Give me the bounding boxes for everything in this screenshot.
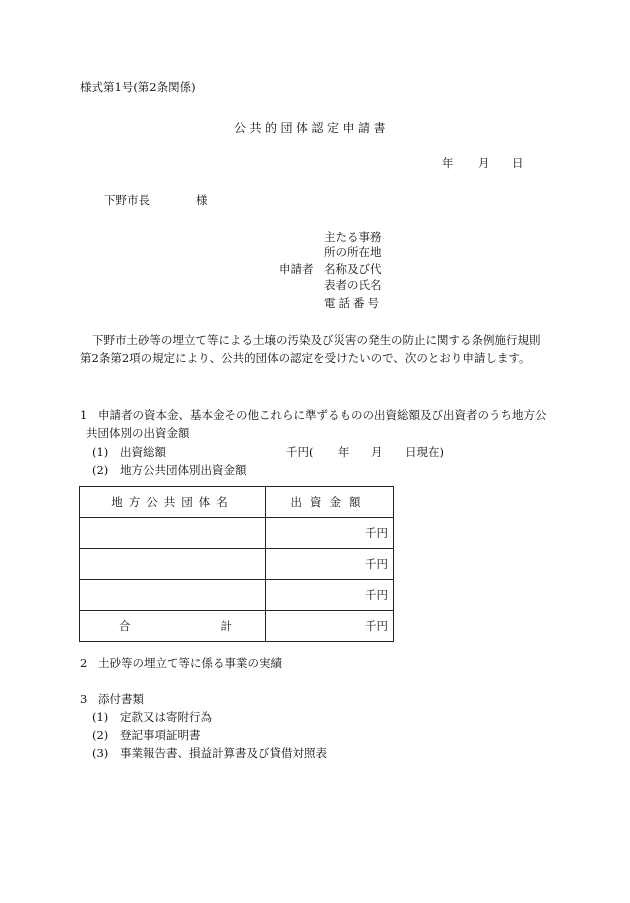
date-day: 日 [512,156,524,170]
section2-text: 土砂等の埋立て等に係る事業の実績 [98,656,282,670]
document-title: 公共的団体認定申請書 [234,121,390,135]
date-month: 月 [478,156,490,170]
government-name-cell[interactable] [80,518,266,549]
government-name-cell[interactable] [80,549,266,580]
investment-table [79,486,394,642]
item1-year: 年 [338,445,350,459]
attachment-number: (3) [92,746,109,760]
attachment-number: (2) [92,728,109,742]
header-government-name: 地方公共団体名 [80,487,266,518]
table-row [80,580,394,611]
section3-number: 3 [80,692,88,706]
table-header-row [80,487,394,518]
attachment-number: (1) [92,710,109,724]
applicant-name-line1: 名称及び代 [324,262,382,276]
attachment-text: 定款又は寄附行為 [120,710,212,724]
total-label-cell [80,611,266,642]
table-row [80,518,394,549]
addressee-name: 下野市長 [104,193,150,207]
total-amount-cell[interactable]: 千円 [266,611,394,642]
attachment-text: 登記事項証明書 [120,728,201,742]
total-label-left: 合 [119,619,131,633]
applicant-phone: 電話番号 [324,296,382,310]
section1-number: 1 [80,408,88,422]
form-number: 様式第1号(第2条関係) [80,80,196,94]
body-line2: 第2条第2項の規定により、公共的団体の認定を受けたいので、次のとおり申請します。 [80,351,531,365]
section3-title: 添付書類 [98,692,144,706]
item1-number: (1) [92,445,109,459]
applicant-label: 申請者 [279,262,314,276]
attachment-text: 事業報告書、損益計算書及び貸借対照表 [120,746,327,760]
item1-month: 月 [371,445,383,459]
body-line1: 下野市土砂等の埋立て等による土壌の汚染及び災害の発生の防止に関する条例施行規則 [92,333,541,347]
applicant-name-line2: 表者の氏名 [324,278,382,292]
date-year: 年 [442,156,454,170]
item2-label: 地方公共団体別出資金額 [120,463,247,477]
applicant-office-line2: 所の所在地 [324,245,382,259]
amount-cell[interactable]: 千円 [266,518,394,549]
amount-cell[interactable]: 千円 [266,580,394,611]
government-name-cell[interactable] [80,580,266,611]
section1-text-line2: 共団体別の出資金額 [86,426,190,440]
item1-day-suffix: 日現在) [405,445,444,459]
header-investment-amount: 出資金額 [266,487,394,518]
table-row [80,549,394,580]
amount-cell[interactable]: 千円 [266,549,394,580]
item1-unit: 千円( [286,445,314,459]
applicant-office-line1: 主たる事務 [324,230,382,244]
total-label-right: 計 [220,619,232,633]
item2-number: (2) [92,463,109,477]
section2-number: 2 [80,656,88,670]
addressee-honorific: 様 [196,193,208,207]
item1-label: 出資総額 [120,445,166,459]
section1-text-line1: 申請者の資本金、基本金その他これらに準ずるものの出資総額及び出資者のうち地方公 [98,408,547,422]
table-total-row [80,611,394,642]
